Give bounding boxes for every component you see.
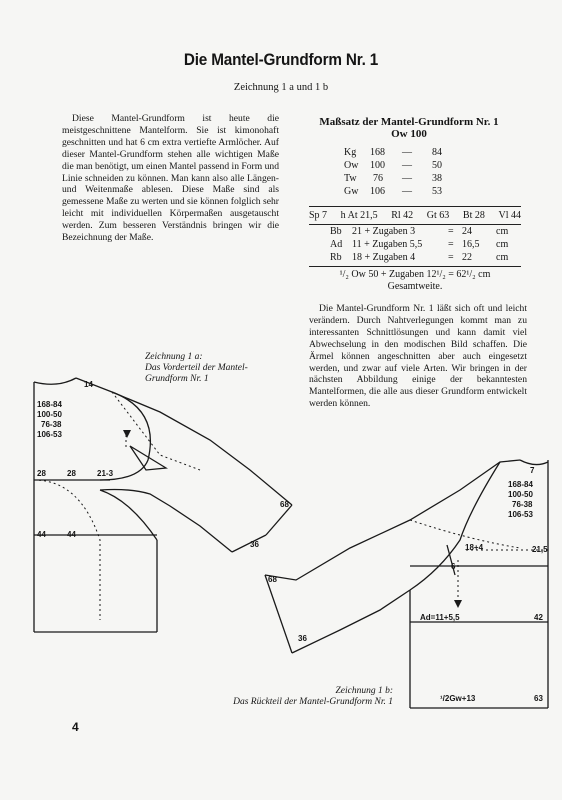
measure-full: 76: [373, 173, 383, 184]
measure-half: 53: [432, 186, 442, 197]
measure-dash: —: [402, 147, 412, 158]
front-label-28a: 28: [37, 469, 46, 478]
page-title: Die Mantel-Grundform Nr. 1: [183, 50, 379, 69]
measure-full: 168: [370, 147, 385, 158]
measure-vl: Vl 44: [498, 210, 521, 221]
caption-front-title: Zeichnung 1 a:: [145, 352, 203, 362]
front-measure-4: 106-53: [37, 430, 62, 439]
zugabe-label: Ad: [330, 239, 343, 250]
measure-dash: —: [402, 160, 412, 171]
measure-full: 106: [370, 186, 385, 197]
zugabe-val: 24: [462, 226, 472, 237]
measure-label: Ow: [344, 160, 359, 171]
measure-dash: —: [402, 186, 412, 197]
measure-table-heading: Maßsatz der Mantel-Grundform Nr. 1: [319, 116, 499, 128]
back-label-6: 6: [451, 562, 456, 571]
back-label-7: 7: [530, 466, 535, 475]
zugabe-unit: cm: [496, 226, 509, 237]
zugabe-eq: =: [448, 226, 454, 237]
caption-front-line2: Das Vorderteil der Mantel-: [145, 363, 248, 373]
front-label-36: 36: [250, 540, 259, 549]
front-measure-1: 168-84: [37, 400, 62, 409]
front-label-14: 14: [84, 380, 93, 389]
measure-sp: Sp 7: [309, 210, 328, 221]
front-label-44a: 44: [37, 530, 46, 539]
measure-label: Gw: [344, 186, 359, 197]
caption-front-line3: Grundform Nr. 1: [145, 374, 209, 384]
front-measure-3: 76-38: [41, 420, 62, 429]
back-pattern-guides: [410, 520, 548, 605]
back-label-gw: ¹/2Gw+13: [440, 694, 476, 703]
front-label-68: 68: [280, 500, 289, 509]
page-number: 4: [72, 720, 79, 734]
back-label-36: 36: [298, 634, 307, 643]
measure-label: Tw: [344, 173, 357, 184]
gesamt-label: Gesamtweite.: [387, 281, 443, 292]
caption-back-title: Zeichnung 1 b:: [335, 686, 393, 696]
zugabe-unit: cm: [496, 252, 509, 263]
back-measure-3: 76-38: [512, 500, 533, 509]
zugabe-expr: 21 + Zugaben 3: [352, 226, 416, 237]
gesamt-formula: ¹/₂ Ow 50 + Zugaben 12¹/₂ = 62¹/₂ cm: [339, 269, 491, 280]
zugabe-eq: =: [448, 252, 454, 263]
zugabe-eq: =: [448, 239, 454, 250]
measure-rl: Rl 42: [391, 210, 414, 221]
front-label-44b: 44: [67, 530, 76, 539]
zugabe-val: 22: [462, 252, 472, 263]
zugabe-label: Rb: [330, 252, 342, 263]
back-label-68: 68: [268, 575, 277, 584]
measure-label: Kg: [344, 147, 357, 158]
front-measure-2: 100-50: [37, 410, 62, 419]
intro-paragraph: Diese Mantel-Grundform ist heute die meistgeschnittene Mantelform. Sie ist kimonohaft geschnitten und hat 6 cm extra vertiefte Armlöcher. Auf dieser Mantel-Grundform stehen alle wichtigen Maße die man benötigt, um einen Mantel passend in Form und Linie schneiden zu können. Man kann also alle Längen- und Weitenmaße ablesen. Diese Maße sind als gemessene Maße zu werten und sie können folglich sehr leicht mit individuellen Körpermaßen ausgetauscht werden. Zum besseren Verständnis bringen wir die Bezeichnung der Maße.: [62, 113, 279, 244]
zugabe-expr: 11 + Zugaben 5,5: [352, 239, 423, 250]
caption-back: [230, 686, 393, 708]
page-subtitle: Zeichnung 1 a und 1 b: [233, 82, 329, 93]
zugabe-unit: cm: [496, 239, 509, 250]
front-label-213: 21-3: [97, 469, 114, 478]
back-label-ad: Ad=11+5,5: [420, 613, 460, 622]
back-label-184: 18+4: [465, 543, 484, 552]
measure-full: 100: [370, 160, 385, 171]
zugabe-label: Bb: [330, 226, 342, 237]
zugabe-expr: 18 + Zugaben 4: [352, 252, 416, 263]
zugabe-val: 16,5: [462, 239, 480, 250]
back-label-63: 63: [534, 694, 543, 703]
back-measure-2: 100-50: [508, 490, 533, 499]
measure-half: 50: [432, 160, 442, 171]
measure-half: 84: [432, 147, 442, 158]
measure-gt: Gt 63: [426, 210, 450, 221]
caption-front: [145, 352, 248, 385]
back-pattern-drawing: [265, 460, 548, 708]
second-paragraph: Die Mantel-Grundform Nr. 1 läßt sich oft und leicht verändern. Durch Nahtverlegungen kommt man zu interessanten Schnittlösungen und kann damit viel Abwechselung in den modischen Bild schaffen. Die Ärmel können angeschnitten aber auch eingesetzt werden, und zwar auf viele Arten. Wir bringen in der nächsten Abbildung einige der bekanntesten Mantelformen, die alle aus dieser Grundform entwickelt werden können.: [309, 303, 527, 410]
front-pattern-drawing: [34, 378, 292, 632]
measure-table-subheading: Ow 100: [391, 128, 427, 140]
back-label-42: 42: [534, 613, 543, 622]
measure-bt: Bt 28: [462, 210, 485, 221]
back-label-215: 21,5: [532, 545, 548, 554]
measure-hat: h At 21,5: [340, 210, 378, 221]
caption-back-line2: Das Rückteil der Mantel-Grundform Nr. 1: [233, 697, 393, 707]
back-measure-4: 106-53: [508, 510, 533, 519]
back-measure-1: 168-84: [508, 480, 533, 489]
measure-half: 38: [432, 173, 442, 184]
measure-dash: —: [402, 173, 412, 184]
front-label-28b: 28: [67, 469, 76, 478]
